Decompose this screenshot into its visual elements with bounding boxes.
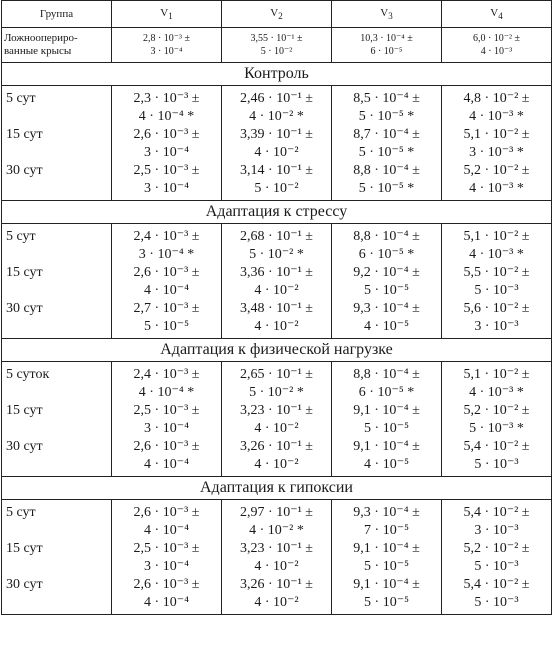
value-cell-v4 (442, 500, 552, 541)
value-mean: 8,8 · 10⁻⁴ ± (353, 163, 420, 178)
value-mean: 6,0 · 10⁻² ± (472, 33, 521, 44)
value-cell-v4 (442, 402, 552, 438)
header-v1-letter: V (160, 6, 169, 19)
value-mean: 8,7 · 10⁻⁴ ± (353, 127, 420, 142)
value-stack (134, 228, 200, 264)
value-stack (464, 540, 530, 576)
value-stack (240, 366, 313, 402)
row-period-label: 5 сут (2, 224, 112, 265)
value-stack (134, 438, 200, 474)
value-error: 4 · 10⁻⁴ (144, 457, 189, 472)
value-stack (134, 300, 200, 336)
value-cell-v4 (442, 438, 552, 477)
value-stack (240, 402, 313, 438)
value-stack (134, 162, 200, 198)
section-title: Адаптация к стрессу (2, 201, 552, 224)
value-mean: 10,3 · 10⁻⁴ ± (360, 33, 413, 44)
value-cell-v4 (442, 576, 552, 615)
header-v1 (112, 1, 222, 28)
row-period-label: 15 сут (2, 402, 112, 438)
value-mean: 3,48 · 10⁻¹ ± (240, 301, 313, 316)
table-row (2, 162, 552, 201)
value-mean: 2,6 · 10⁻³ ± (133, 265, 200, 280)
header-v1-index: 1 (168, 11, 173, 22)
header-v3-index: 3 (388, 11, 393, 22)
value-mean: 5,2 · 10⁻² ± (463, 163, 530, 178)
value-mean: 9,3 · 10⁻⁴ ± (353, 505, 420, 520)
value-stack (464, 90, 530, 126)
value-error: 5 · 10⁻³ (474, 559, 519, 574)
value-stack (134, 504, 200, 540)
header-v3 (332, 1, 442, 28)
value-error: 5 · 10⁻⁵ (364, 283, 409, 298)
value-stack (353, 438, 420, 474)
value-stack (134, 126, 200, 162)
value-mean: 5,4 · 10⁻² ± (463, 505, 530, 520)
value-mean: 9,1 · 10⁻⁴ ± (353, 403, 420, 418)
value-stack (464, 366, 530, 402)
value-mean: 3,55 · 10⁻¹ ± (250, 33, 303, 44)
value-mean: 4,8 · 10⁻² ± (463, 91, 530, 106)
value-stack (134, 402, 200, 438)
header-group: Группа (2, 1, 112, 28)
sham-value-v3 (332, 28, 442, 63)
value-cell-v3 (332, 86, 442, 127)
sham-label-line2: ванные крысы (4, 45, 72, 57)
value-cell-v4 (442, 540, 552, 576)
value-mean: 3,39 · 10⁻¹ ± (240, 127, 313, 142)
value-stack (464, 264, 530, 300)
value-mean: 2,97 · 10⁻¹ ± (240, 505, 313, 520)
value-stack (353, 264, 420, 300)
value-error: 6 · 10⁻⁵ * (358, 247, 415, 262)
value-cell-v3 (332, 300, 442, 339)
value-mean: 3,26 · 10⁻¹ ± (240, 439, 313, 454)
value-cell-v3 (332, 438, 442, 477)
sham-row (2, 28, 552, 63)
header-v2-letter: V (270, 6, 279, 19)
value-stack (240, 264, 313, 300)
value-error: 4 · 10⁻⁵ (364, 457, 409, 472)
value-cell-v3 (332, 402, 442, 438)
value-mean: 2,8 · 10⁻³ ± (142, 33, 191, 44)
value-cell-v3 (332, 576, 442, 615)
value-cell-v1 (112, 162, 222, 201)
value-error: 5 · 10⁻² * (249, 385, 304, 400)
value-error: 3 · 10⁻⁴ (150, 46, 183, 57)
value-stack (134, 90, 200, 126)
section-header-row (2, 201, 552, 224)
value-cell-v2 (222, 362, 332, 403)
value-error: 3 · 10⁻⁴ (144, 145, 189, 160)
value-stack (353, 366, 420, 402)
value-stack (240, 126, 313, 162)
value-stack (353, 90, 420, 126)
table-row (2, 126, 552, 162)
value-error: 5 · 10⁻² (260, 46, 293, 57)
value-mean: 2,4 · 10⁻³ ± (133, 367, 200, 382)
value-stack (464, 300, 530, 336)
value-stack (464, 438, 530, 474)
row-period-label: 5 сут (2, 500, 112, 541)
value-mean: 2,46 · 10⁻¹ ± (240, 91, 313, 106)
value-error: 5 · 10⁻³ * (469, 421, 524, 436)
header-v4-index: 4 (498, 11, 503, 22)
value-cell-v1 (112, 264, 222, 300)
value-stack (464, 126, 530, 162)
value-stack (464, 162, 530, 198)
value-mean: 2,4 · 10⁻³ ± (133, 229, 200, 244)
sham-label (2, 28, 112, 63)
value-cell-v1 (112, 500, 222, 541)
value-error: 5 · 10⁻⁵ * (358, 145, 415, 160)
value-cell-v1 (112, 126, 222, 162)
value-mean: 9,1 · 10⁻⁴ ± (353, 439, 420, 454)
row-period-label: 5 суток (2, 362, 112, 403)
row-period-label: 15 сут (2, 126, 112, 162)
value-cell-v2 (222, 402, 332, 438)
value-error: 4 · 10⁻² (254, 595, 299, 610)
row-period-label: 15 сут (2, 264, 112, 300)
value-error: 3 · 10⁻³ (474, 319, 519, 334)
value-mean: 8,8 · 10⁻⁴ ± (353, 367, 420, 382)
value-error: 4 · 10⁻² * (249, 523, 304, 538)
value-error: 3 · 10⁻³ (474, 523, 519, 538)
value-mean: 2,6 · 10⁻³ ± (133, 439, 200, 454)
value-stack (353, 300, 420, 336)
value-cell-v1 (112, 224, 222, 265)
value-mean: 5,1 · 10⁻² ± (463, 367, 530, 382)
value-cell-v1 (112, 402, 222, 438)
table-row (2, 264, 552, 300)
table-row (2, 224, 552, 265)
table-row (2, 576, 552, 615)
value-stack (353, 228, 420, 264)
table-row (2, 540, 552, 576)
value-error: 7 · 10⁻⁵ (364, 523, 409, 538)
value-stack (353, 126, 420, 162)
value-error: 6 · 10⁻⁵ * (358, 385, 415, 400)
value-error: 4 · 10⁻² (254, 421, 299, 436)
value-stack (240, 228, 313, 264)
value-error: 4 · 10⁻³ (480, 46, 513, 57)
value-mean: 3,36 · 10⁻¹ ± (240, 265, 313, 280)
table-body (2, 28, 552, 615)
value-error: 4 · 10⁻⁴ (144, 595, 189, 610)
value-cell-v4 (442, 362, 552, 403)
value-error: 5 · 10⁻⁵ * (358, 109, 415, 124)
value-cell-v4 (442, 300, 552, 339)
row-period-label: 30 сут (2, 576, 112, 615)
value-stack (464, 576, 530, 612)
value-cell-v1 (112, 540, 222, 576)
results-table (1, 0, 552, 615)
value-stack (464, 504, 530, 540)
value-cell-v1 (112, 86, 222, 127)
value-cell-v2 (222, 224, 332, 265)
value-cell-v2 (222, 86, 332, 127)
value-error: 4 · 10⁻² (254, 319, 299, 334)
value-stack (464, 402, 530, 438)
value-cell-v3 (332, 500, 442, 541)
value-mean: 2,7 · 10⁻³ ± (133, 301, 200, 316)
value-mean: 2,3 · 10⁻³ ± (133, 91, 200, 106)
value-mean: 5,2 · 10⁻² ± (463, 403, 530, 418)
value-error: 5 · 10⁻³ (474, 457, 519, 472)
value-stack (134, 366, 200, 402)
value-mean: 5,4 · 10⁻² ± (463, 439, 530, 454)
row-period-label: 30 сут (2, 438, 112, 477)
value-error: 3 · 10⁻⁴ * (138, 247, 195, 262)
sham-value-v2 (222, 28, 332, 63)
value-mean: 8,8 · 10⁻⁴ ± (353, 229, 420, 244)
value-stack (353, 540, 420, 576)
value-mean: 3,23 · 10⁻¹ ± (240, 403, 313, 418)
value-error: 5 · 10⁻⁵ * (358, 181, 415, 196)
value-mean: 5,4 · 10⁻² ± (463, 577, 530, 592)
value-stack (240, 90, 313, 126)
value-stack (240, 576, 313, 612)
value-stack (353, 162, 420, 198)
value-error: 5 · 10⁻⁵ (144, 319, 189, 334)
value-stack (353, 402, 420, 438)
value-cell-v3 (332, 224, 442, 265)
table-row (2, 438, 552, 477)
value-error: 4 · 10⁻⁴ * (138, 385, 195, 400)
value-mean: 9,1 · 10⁻⁴ ± (353, 541, 420, 556)
value-cell-v4 (442, 264, 552, 300)
value-error: 4 · 10⁻² (254, 283, 299, 298)
value-error: 4 · 10⁻³ * (469, 385, 524, 400)
header-v4 (442, 1, 552, 28)
value-cell-v2 (222, 126, 332, 162)
value-cell-v4 (442, 126, 552, 162)
value-error: 4 · 10⁻² (254, 559, 299, 574)
value-cell-v3 (332, 126, 442, 162)
value-mean: 2,65 · 10⁻¹ ± (240, 367, 313, 382)
value-error: 5 · 10⁻³ (474, 595, 519, 610)
value-error: 5 · 10⁻² * (249, 247, 304, 262)
value-error: 5 · 10⁻⁵ (364, 421, 409, 436)
section-header-row (2, 339, 552, 362)
value-mean: 2,5 · 10⁻³ ± (133, 403, 200, 418)
value-stack (134, 540, 200, 576)
value-mean: 5,6 · 10⁻² ± (463, 301, 530, 316)
value-mean: 2,6 · 10⁻³ ± (133, 577, 200, 592)
value-cell-v4 (442, 224, 552, 265)
value-error: 3 · 10⁻⁴ (144, 181, 189, 196)
sham-value-v4 (442, 28, 552, 63)
value-mean: 2,6 · 10⁻³ ± (133, 127, 200, 142)
value-error: 5 · 10⁻³ (474, 283, 519, 298)
value-error: 5 · 10⁻⁵ (364, 595, 409, 610)
value-cell-v3 (332, 362, 442, 403)
value-cell-v3 (332, 264, 442, 300)
table-row (2, 500, 552, 541)
value-stack (240, 438, 313, 474)
value-error: 4 · 10⁻³ * (469, 181, 524, 196)
value-error: 4 · 10⁻⁴ (144, 283, 189, 298)
header-v2-index: 2 (278, 11, 283, 22)
value-error: 4 · 10⁻² (254, 457, 299, 472)
value-mean: 3,14 · 10⁻¹ ± (240, 163, 313, 178)
value-mean: 9,2 · 10⁻⁴ ± (353, 265, 420, 280)
value-stack (134, 576, 200, 612)
value-error: 6 · 10⁻⁵ (370, 46, 403, 57)
value-error: 4 · 10⁻³ * (469, 247, 524, 262)
value-error: 3 · 10⁻⁴ (144, 559, 189, 574)
header-v3-letter: V (380, 6, 389, 19)
value-stack (240, 504, 313, 540)
value-cell-v2 (222, 300, 332, 339)
header-v4-letter: V (490, 6, 499, 19)
row-period-label: 30 сут (2, 300, 112, 339)
value-cell-v4 (442, 86, 552, 127)
section-title: Адаптация к физической нагрузке (2, 339, 552, 362)
table-row (2, 86, 552, 127)
value-error: 3 · 10⁻³ * (469, 145, 524, 160)
value-error: 4 · 10⁻⁴ (144, 523, 189, 538)
value-mean: 3,26 · 10⁻¹ ± (240, 577, 313, 592)
row-period-label: 30 сут (2, 162, 112, 201)
value-mean: 2,5 · 10⁻³ ± (133, 541, 200, 556)
value-cell-v2 (222, 162, 332, 201)
value-mean: 2,5 · 10⁻³ ± (133, 163, 200, 178)
row-period-label: 15 сут (2, 540, 112, 576)
header-row (2, 1, 552, 28)
value-mean: 2,68 · 10⁻¹ ± (240, 229, 313, 244)
value-error: 4 · 10⁻⁴ * (138, 109, 195, 124)
section-title: Контроль (2, 63, 552, 86)
value-error: 4 · 10⁻² (254, 145, 299, 160)
table-row (2, 362, 552, 403)
section-header-row (2, 63, 552, 86)
value-error: 4 · 10⁻³ * (469, 109, 524, 124)
value-cell-v1 (112, 438, 222, 477)
value-cell-v3 (332, 540, 442, 576)
value-cell-v2 (222, 576, 332, 615)
value-stack (240, 300, 313, 336)
section-header-row (2, 477, 552, 500)
value-stack (353, 504, 420, 540)
value-cell-v2 (222, 264, 332, 300)
row-period-label: 5 сут (2, 86, 112, 127)
value-cell-v4 (442, 162, 552, 201)
value-cell-v1 (112, 362, 222, 403)
value-cell-v2 (222, 500, 332, 541)
value-cell-v2 (222, 438, 332, 477)
table-row (2, 402, 552, 438)
value-stack (240, 540, 313, 576)
value-error: 3 · 10⁻⁴ (144, 421, 189, 436)
value-mean: 5,5 · 10⁻² ± (463, 265, 530, 280)
table-row (2, 300, 552, 339)
value-mean: 3,23 · 10⁻¹ ± (240, 541, 313, 556)
sham-label-line1: Ложноопериро- (4, 32, 78, 44)
value-error: 4 · 10⁻⁵ (364, 319, 409, 334)
value-error: 5 · 10⁻² (254, 181, 299, 196)
section-title: Адаптация к гипоксии (2, 477, 552, 500)
value-cell-v1 (112, 300, 222, 339)
value-error: 5 · 10⁻⁵ (364, 559, 409, 574)
value-stack (464, 228, 530, 264)
value-mean: 5,1 · 10⁻² ± (463, 229, 530, 244)
value-cell-v3 (332, 162, 442, 201)
sham-value-v1 (112, 28, 222, 63)
header-v2 (222, 1, 332, 28)
value-mean: 9,3 · 10⁻⁴ ± (353, 301, 420, 316)
value-mean: 2,6 · 10⁻³ ± (133, 505, 200, 520)
value-mean: 9,1 · 10⁻⁴ ± (353, 577, 420, 592)
value-stack (134, 264, 200, 300)
value-mean: 5,2 · 10⁻² ± (463, 541, 530, 556)
value-cell-v2 (222, 540, 332, 576)
value-error: 4 · 10⁻² * (249, 109, 304, 124)
value-stack (240, 162, 313, 198)
value-cell-v1 (112, 576, 222, 615)
value-stack (353, 576, 420, 612)
value-mean: 5,1 · 10⁻² ± (463, 127, 530, 142)
value-mean: 8,5 · 10⁻⁴ ± (353, 91, 420, 106)
